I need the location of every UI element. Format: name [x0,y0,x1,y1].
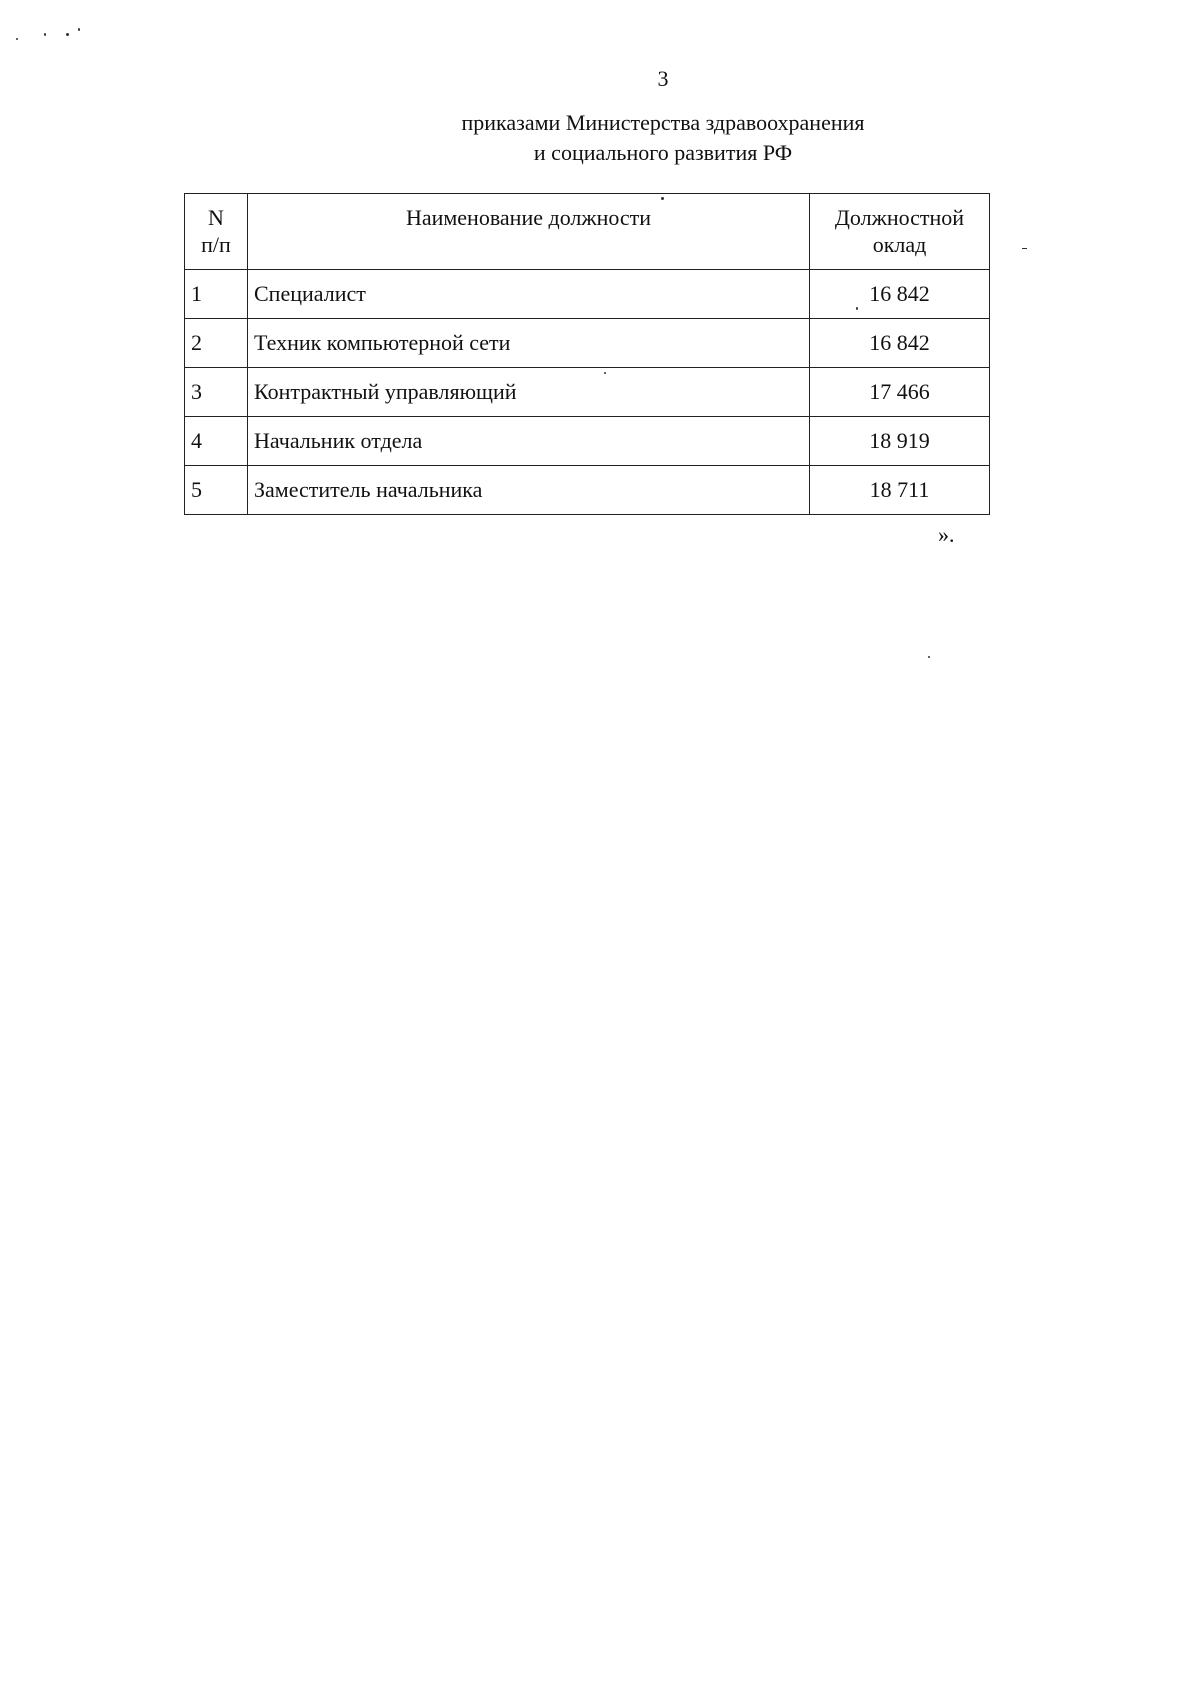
row-number: 1 [185,270,248,319]
row-number: 5 [185,466,248,515]
position-name: Начальник отдела [248,417,810,466]
position-name: Техник компьютерной сети [248,319,810,368]
salary-table [184,193,990,515]
scan-speck [16,38,18,40]
scan-speck [78,28,80,31]
heading-line-2: и социального развития РФ [533,140,793,165]
scan-speck [856,307,858,310]
table-row [185,417,990,466]
table-header-row [185,194,990,270]
closing-quote: ». [938,522,955,547]
salary-value: 18 919 [810,417,990,466]
table-row [185,368,990,417]
salary-value: 17 466 [810,368,990,417]
salary-value: 16 842 [810,270,990,319]
table-row [185,466,990,515]
scan-speck [661,197,664,200]
page-number: 3 [657,66,669,91]
heading-line-1: приказами Министерства здравоохранения [461,110,865,135]
table-row [185,319,990,368]
scan-speck [1022,248,1027,249]
header-position-name: Наименование должности [248,194,810,270]
position-name: Специалист [248,270,810,319]
scan-speck [66,33,69,36]
position-name: Заместитель начальника [248,466,810,515]
header-salary: Должностной оклад [810,194,990,270]
position-name: Контрактный управляющий [248,368,810,417]
scan-speck [604,372,606,374]
row-number: 2 [185,319,248,368]
salary-value: 16 842 [810,319,990,368]
salary-value: 18 711 [810,466,990,515]
scan-speck [44,33,46,36]
row-number: 3 [185,368,248,417]
header-number: N п/п [185,194,248,270]
table-row [185,270,990,319]
row-number: 4 [185,417,248,466]
scan-speck [928,656,930,658]
